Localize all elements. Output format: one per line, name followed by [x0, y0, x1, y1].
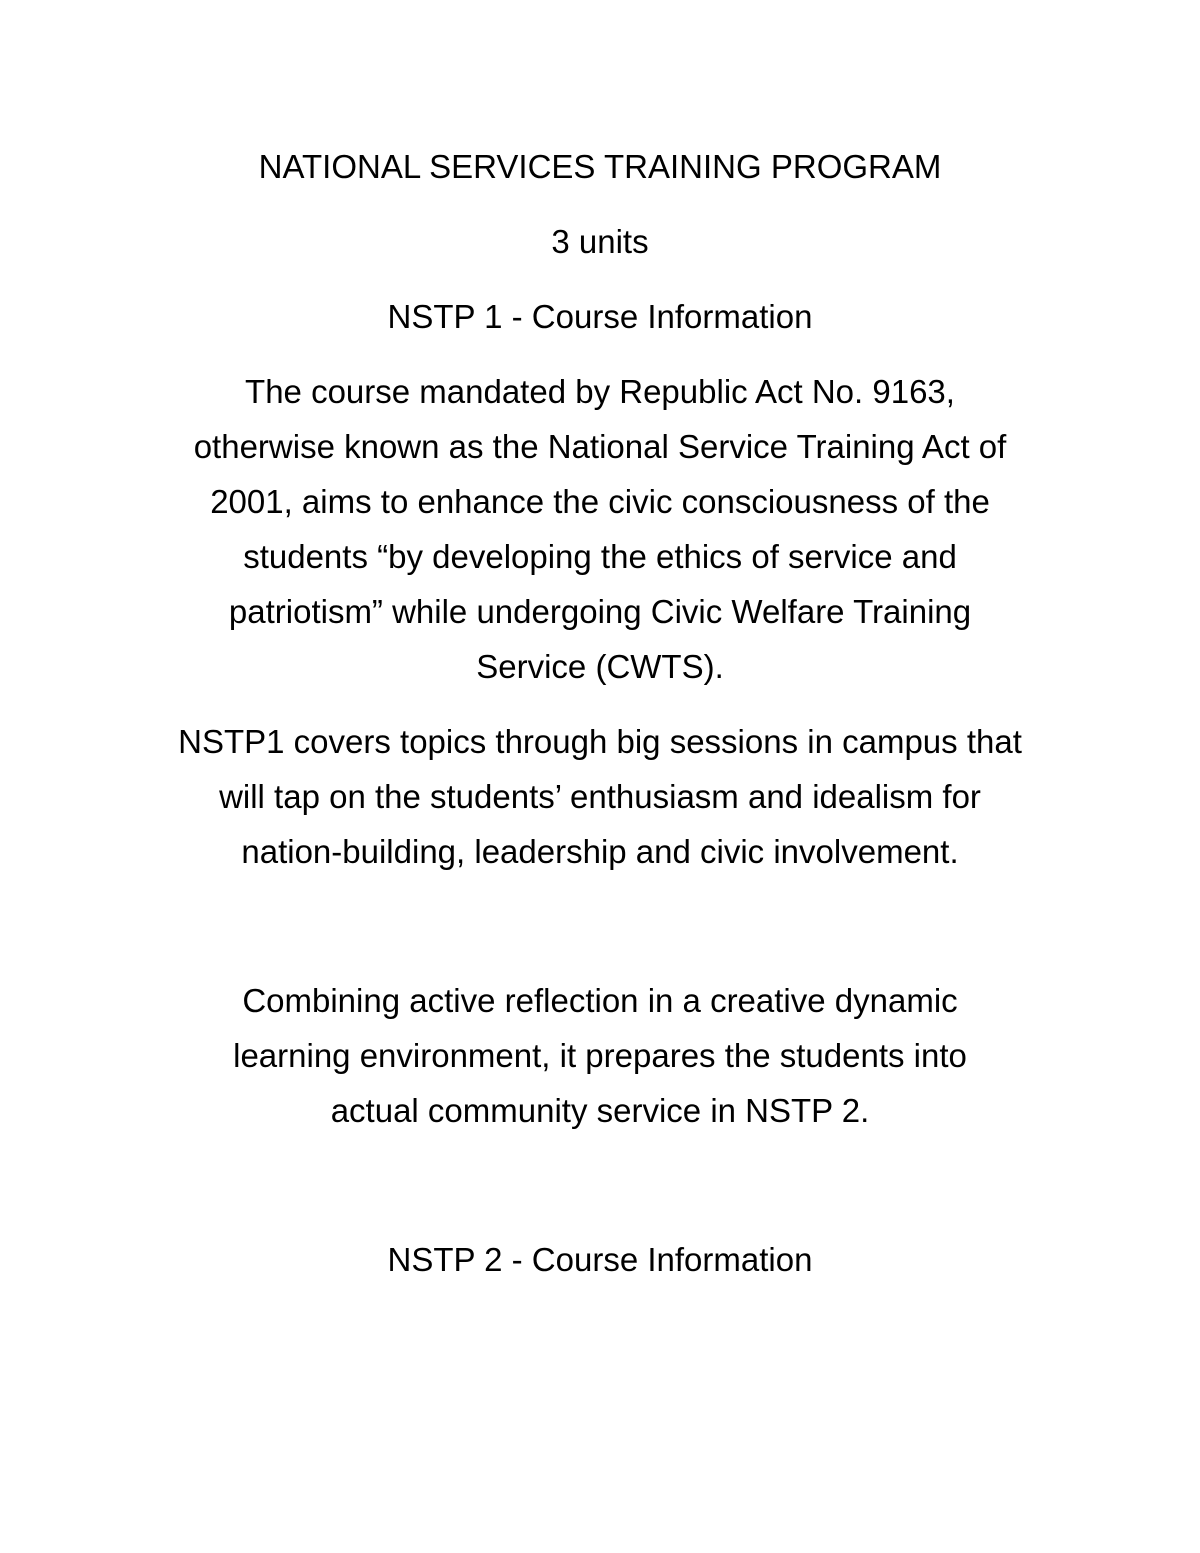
paragraph-line: otherwise known as the National Service Training Act of [193, 428, 1007, 465]
paragraph-line: students “by developing the ethics of service and [243, 538, 957, 575]
paragraph-line: The course mandated by Republic Act No. 9163, [245, 373, 955, 410]
paragraph-line: nation-building, leadership and civic involvement. [241, 833, 959, 870]
document-title: NATIONAL SERVICES TRAINING PROGRAM [258, 148, 942, 185]
paragraph-line: Service (CWTS). [476, 648, 724, 685]
nstp1-heading: NSTP 1 - Course Information [387, 298, 813, 335]
paragraph-line: Combining active reflection in a creative dynamic [242, 982, 958, 1019]
paragraph-line: learning environment, it prepares the students into [233, 1037, 967, 1074]
nstp2-heading: NSTP 2 - Course Information [387, 1241, 813, 1278]
paragraph-line: actual community service in NSTP 2. [330, 1092, 870, 1129]
paragraph-line: NSTP1 covers topics through big sessions in campus that [178, 723, 1022, 760]
paragraph-line: 2001, aims to enhance the civic consciousness of the [210, 483, 990, 520]
course-units: 3 units [551, 223, 649, 260]
paragraph-line: will tap on the students’ enthusiasm and idealism for [219, 778, 981, 815]
paragraph-line: patriotism” while undergoing Civic Welfare Training [228, 593, 972, 630]
